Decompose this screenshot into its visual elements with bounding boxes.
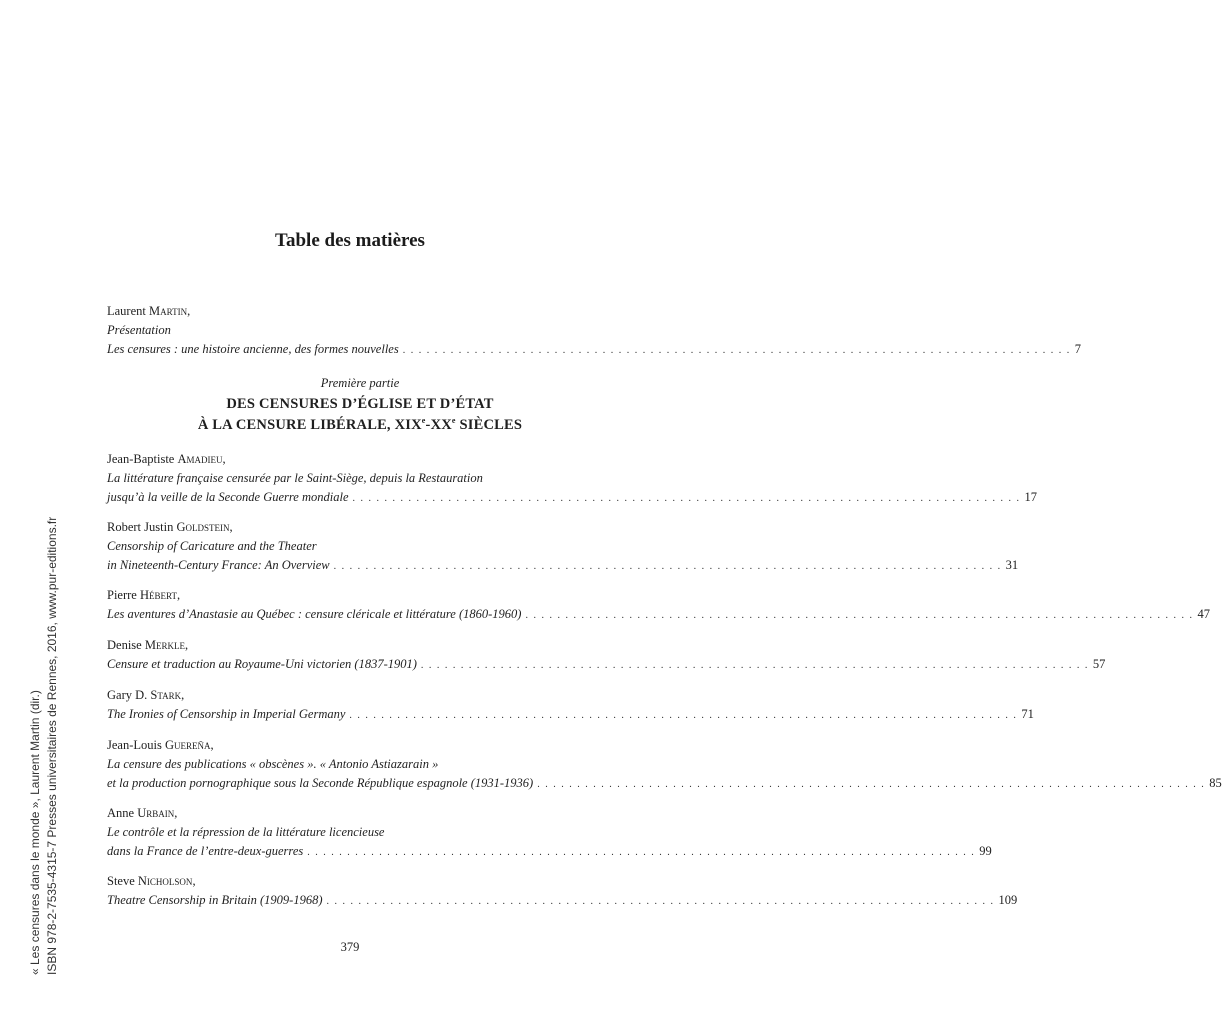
entry-author: Anne Urbain, <box>107 806 178 820</box>
entry-author: Steve Nicholson, <box>107 874 196 888</box>
entry-author: Jean-Baptiste Amadieu, <box>107 452 226 466</box>
entry-title: et la production pornographique sous la Seconde République espagnole (1931-1936) <box>107 776 534 790</box>
page-number: 31 <box>1005 558 1019 572</box>
entry-title: Theatre Censorship in Britain (1909-1968) <box>107 893 323 907</box>
entry-author: Denise Merkle, <box>107 638 189 652</box>
entry-subtitle: Présentation <box>107 323 171 337</box>
entry-author: Robert Justin Goldstein, <box>107 520 233 534</box>
entry-subtitle: Censorship of Caricature and the Theater <box>107 539 317 553</box>
sidebar-line-1: « Les censures dans le monde », Laurent Martin (dir.) <box>28 690 42 975</box>
page-number: 7 <box>1074 342 1081 356</box>
page-number: 17 <box>1024 490 1037 504</box>
entry-title: in Nineteenth-Century France: An Overview <box>107 558 330 572</box>
page-number: 99 <box>979 844 992 858</box>
toc-line[interactable] <box>107 340 1081 360</box>
leader-dots: . . . . . . . . . . . . . . . . . . . . . . . . . . . . . . . . . . . . . . . . . . . . . . . . . . . . . . . . . . . . . . . . . . . . . . . . . . . . . . . . . . . . <box>525 610 1194 621</box>
part-title-line-1: DES CENSURES D’ÉGLISE ET D’ÉTAT <box>226 396 494 412</box>
entry-title: Les aventures d’Anastasie au Québec : censure cléricale et littérature (1860-1960) <box>107 607 522 621</box>
toc-line[interactable] <box>107 605 1210 625</box>
copyright-sidebar <box>27 517 61 975</box>
leader-dots: . . . . . . . . . . . . . . . . . . . . . . . . . . . . . . . . . . . . . . . . . . . . . . . . . . . . . . . . . . . . . . . . . . . . . . . . . . . . . . . . . . . . <box>349 710 1018 721</box>
entry-title: dans la France de l’entre-deux-guerres <box>107 844 304 858</box>
toc-line[interactable] <box>107 655 1106 675</box>
leader-dots: . . . . . . . . . . . . . . . . . . . . . . . . . . . . . . . . . . . . . . . . . . . . . . . . . . . . . . . . . . . . . . . . . . . . . . . . . . . . . . . . . . . . <box>537 779 1206 790</box>
entry-author: Pierre Hébert, <box>107 588 181 602</box>
toc-line[interactable] <box>107 842 992 862</box>
toc-entry <box>107 636 1106 675</box>
page-number: 71 <box>1021 707 1034 721</box>
entry-title: The Ironies of Censorship in Imperial Germany <box>107 707 346 721</box>
page-number: 109 <box>998 893 1018 907</box>
toc-line[interactable] <box>107 774 1222 794</box>
entry-author: Gary D. Stark, <box>107 688 185 702</box>
page-number: 47 <box>1197 607 1210 621</box>
toc-entry <box>107 804 992 862</box>
page-title: Table des matières <box>275 230 425 251</box>
sidebar-line-2: ISBN 978-2-7535-4315-7 Presses universitaires de Rennes, 2016, www.pur-editions.fr <box>45 516 59 975</box>
toc-entry <box>107 302 1081 360</box>
page-folio: 379 <box>340 940 360 954</box>
leader-dots: . . . . . . . . . . . . . . . . . . . . . . . . . . . . . . . . . . . . . . . . . . . . . . . . . . . . . . . . . . . . . . . . . . . . . . . . . . . . . . . . . . . . <box>307 847 976 858</box>
entry-title: jusqu’à la veille de la Seconde Guerre mondiale <box>107 490 349 504</box>
page-number: 57 <box>1092 657 1106 671</box>
page-number: 85 <box>1209 776 1222 790</box>
leader-dots: . . . . . . . . . . . . . . . . . . . . . . . . . . . . . . . . . . . . . . . . . . . . . . . . . . . . . . . . . . . . . . . . . . . . . . . . . . . . . . . . . . . . <box>402 345 1071 356</box>
toc-line[interactable] <box>107 891 1018 911</box>
leader-dots: . . . . . . . . . . . . . . . . . . . . . . . . . . . . . . . . . . . . . . . . . . . . . . . . . . . . . . . . . . . . . . . . . . . . . . . . . . . . . . . . . . . . <box>326 896 995 907</box>
part-title-line-2: À LA CENSURE LIBÉRALE, XIXe-XXe SIÈCLES <box>197 416 523 433</box>
entry-subtitle: La censure des publications « obscènes ». « Antonio Astiazarain » <box>107 757 439 771</box>
toc-entry <box>107 518 1019 576</box>
leader-dots: . . . . . . . . . . . . . . . . . . . . . . . . . . . . . . . . . . . . . . . . . . . . . . . . . . . . . . . . . . . . . . . . . . . . . . . . . . . . . . . . . . . . <box>333 561 1002 572</box>
part-label: Première partie <box>320 376 400 390</box>
entry-subtitle: La littérature française censurée par le Saint-Siège, depuis la Restauration <box>107 471 483 485</box>
entry-title: Les censures : une histoire ancienne, des formes nouvelles <box>107 342 399 356</box>
entry-author: Laurent Martin, <box>107 304 191 318</box>
toc-entry <box>107 586 1210 625</box>
entry-title: Censure et traduction au Royaume-Uni victorien (1837-1901) <box>107 657 417 671</box>
entry-subtitle: Le contrôle et la répression de la littérature licencieuse <box>107 825 385 839</box>
toc-entry <box>107 736 1222 794</box>
toc-line[interactable] <box>107 488 1037 508</box>
entry-author: Jean-Louis Guereña, <box>107 738 214 752</box>
toc-entry <box>107 450 1037 508</box>
leader-dots: . . . . . . . . . . . . . . . . . . . . . . . . . . . . . . . . . . . . . . . . . . . . . . . . . . . . . . . . . . . . . . . . . . . . . . . . . . . . . . . . . . . . <box>352 493 1021 504</box>
toc-entry <box>107 686 1034 725</box>
toc-entry <box>107 872 1018 911</box>
toc-line[interactable] <box>107 556 1019 576</box>
toc-line[interactable] <box>107 705 1034 725</box>
leader-dots: . . . . . . . . . . . . . . . . . . . . . . . . . . . . . . . . . . . . . . . . . . . . . . . . . . . . . . . . . . . . . . . . . . . . . . . . . . . . . . . . . . . . <box>420 660 1089 671</box>
